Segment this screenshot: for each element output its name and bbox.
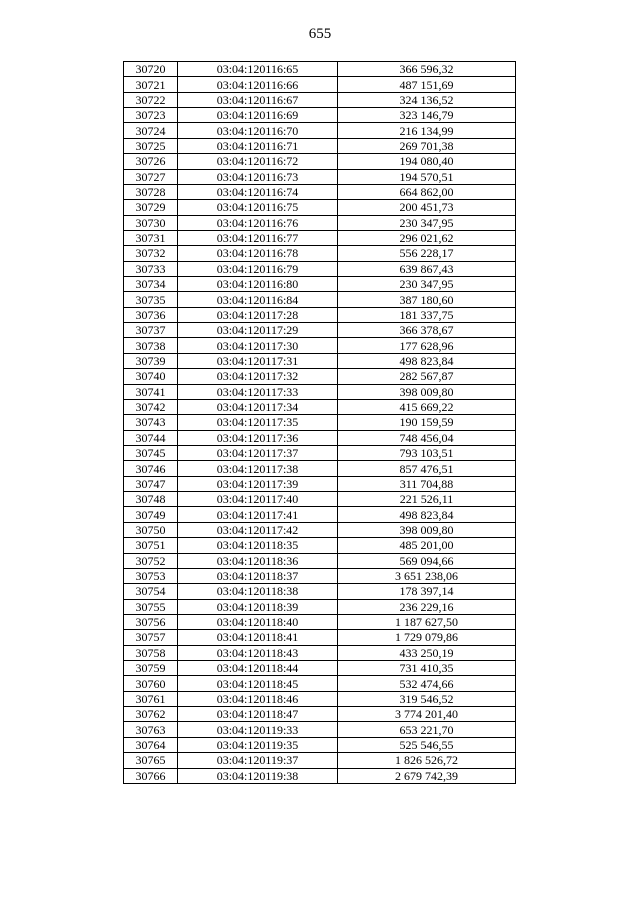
table-row: [124, 645, 516, 660]
row-number-cell: 30764: [124, 737, 178, 752]
cadastral-value-cell: 793 103,51: [338, 445, 516, 460]
row-number-cell: 30724: [124, 123, 178, 138]
cadastral-value-cell: 178 397,14: [338, 584, 516, 599]
cadastral-number-cell: 03:04:120116:65: [178, 62, 338, 77]
table-row: [124, 230, 516, 245]
cadastral-number-cell: 03:04:120118:36: [178, 553, 338, 568]
row-number-cell: 30744: [124, 430, 178, 445]
cadastral-number-cell: 03:04:120118:43: [178, 645, 338, 660]
cadastral-number-cell: 03:04:120116:76: [178, 215, 338, 230]
row-number-cell: 30753: [124, 568, 178, 583]
cadastral-number-cell: 03:04:120117:35: [178, 415, 338, 430]
table-row: [124, 415, 516, 430]
cadastral-number-cell: 03:04:120117:30: [178, 338, 338, 353]
cadastral-value-cell: 190 159,59: [338, 415, 516, 430]
cadastral-number-cell: 03:04:120117:28: [178, 307, 338, 322]
cadastral-value-cell: 748 456,04: [338, 430, 516, 445]
row-number-cell: 30746: [124, 461, 178, 476]
cadastral-value-cell: 1 729 079,86: [338, 630, 516, 645]
page-number: 655: [308, 26, 332, 42]
row-number-cell: 30725: [124, 138, 178, 153]
row-number-cell: 30728: [124, 184, 178, 199]
cadastral-number-cell: 03:04:120118:37: [178, 568, 338, 583]
table-row: [124, 476, 516, 491]
table-row: [124, 277, 516, 292]
row-number-cell: 30755: [124, 599, 178, 614]
cadastral-value-cell: 3 774 201,40: [338, 707, 516, 722]
cadastral-value-cell: 498 823,84: [338, 353, 516, 368]
row-number-cell: 30754: [124, 584, 178, 599]
table-row: [124, 492, 516, 507]
cadastral-number-cell: 03:04:120118:41: [178, 630, 338, 645]
row-number-cell: 30743: [124, 415, 178, 430]
row-number-cell: 30748: [124, 492, 178, 507]
cadastral-number-cell: 03:04:120118:35: [178, 538, 338, 553]
cadastral-number-cell: 03:04:120116:69: [178, 108, 338, 123]
table-row: [124, 384, 516, 399]
row-number-cell: 30761: [124, 691, 178, 706]
cadastral-number-cell: 03:04:120117:31: [178, 353, 338, 368]
cadastral-value-cell: 230 347,95: [338, 215, 516, 230]
table-row: [124, 522, 516, 537]
table-row: [124, 246, 516, 261]
cadastral-value-cell: 311 704,88: [338, 476, 516, 491]
table-row: [124, 369, 516, 384]
row-number-cell: 30763: [124, 722, 178, 737]
table-row: [124, 461, 516, 476]
row-number-cell: 30758: [124, 645, 178, 660]
cadastral-number-cell: 03:04:120116:71: [178, 138, 338, 153]
cadastral-value-cell: 236 229,16: [338, 599, 516, 614]
cadastral-number-cell: 03:04:120117:38: [178, 461, 338, 476]
cadastral-value-cell: 177 628,96: [338, 338, 516, 353]
table-row: [124, 292, 516, 307]
table-row: [124, 353, 516, 368]
row-number-cell: 30745: [124, 445, 178, 460]
cadastral-value-cell: 2 679 742,39: [338, 768, 516, 783]
table-row: [124, 169, 516, 184]
cadastral-number-cell: 03:04:120117:42: [178, 522, 338, 537]
row-number-cell: 30732: [124, 246, 178, 261]
table-row: [124, 77, 516, 92]
cadastral-value-cell: 200 451,73: [338, 200, 516, 215]
cadastral-value-cell: 181 337,75: [338, 307, 516, 322]
row-number-cell: 30756: [124, 614, 178, 629]
cadastral-number-cell: 03:04:120116:74: [178, 184, 338, 199]
cadastral-value-cell: 398 009,80: [338, 522, 516, 537]
row-number-cell: 30740: [124, 369, 178, 384]
table-row: [124, 200, 516, 215]
table-row: [124, 676, 516, 691]
row-number-cell: 30729: [124, 200, 178, 215]
table-row: [124, 338, 516, 353]
cadastral-value-cell: 296 021,62: [338, 230, 516, 245]
row-number-cell: 30750: [124, 522, 178, 537]
row-number-cell: 30736: [124, 307, 178, 322]
cadastral-value-cell: 366 596,32: [338, 62, 516, 77]
row-number-cell: 30721: [124, 77, 178, 92]
row-number-cell: 30727: [124, 169, 178, 184]
table-row: [124, 184, 516, 199]
row-number-cell: 30726: [124, 154, 178, 169]
table-row: [124, 507, 516, 522]
cadastral-value-cell: 415 669,22: [338, 399, 516, 414]
table-row: [124, 737, 516, 752]
cadastral-number-cell: 03:04:120116:70: [178, 123, 338, 138]
row-number-cell: 30759: [124, 661, 178, 676]
registry-table: [123, 61, 516, 784]
table-row: [124, 753, 516, 768]
row-number-cell: 30737: [124, 323, 178, 338]
cadastral-number-cell: 03:04:120119:38: [178, 768, 338, 783]
cadastral-number-cell: 03:04:120116:84: [178, 292, 338, 307]
cadastral-value-cell: 398 009,80: [338, 384, 516, 399]
cadastral-number-cell: 03:04:120117:40: [178, 492, 338, 507]
row-number-cell: 30762: [124, 707, 178, 722]
table-row: [124, 584, 516, 599]
table-row: [124, 154, 516, 169]
cadastral-value-cell: 556 228,17: [338, 246, 516, 261]
row-number-cell: 30741: [124, 384, 178, 399]
table-row: [124, 323, 516, 338]
row-number-cell: 30766: [124, 768, 178, 783]
table-row: [124, 430, 516, 445]
table-row: [124, 568, 516, 583]
table-row: [124, 630, 516, 645]
cadastral-number-cell: 03:04:120117:41: [178, 507, 338, 522]
cadastral-value-cell: 324 136,52: [338, 92, 516, 107]
cadastral-value-cell: 653 221,70: [338, 722, 516, 737]
cadastral-number-cell: 03:04:120118:46: [178, 691, 338, 706]
cadastral-value-cell: 664 862,00: [338, 184, 516, 199]
cadastral-number-cell: 03:04:120117:37: [178, 445, 338, 460]
cadastral-number-cell: 03:04:120118:47: [178, 707, 338, 722]
cadastral-number-cell: 03:04:120116:78: [178, 246, 338, 261]
table-row: [124, 445, 516, 460]
table-row: [124, 138, 516, 153]
table-row: [124, 768, 516, 783]
cadastral-value-cell: 639 867,43: [338, 261, 516, 276]
cadastral-number-cell: 03:04:120117:34: [178, 399, 338, 414]
table-row: [124, 691, 516, 706]
cadastral-value-cell: 269 701,38: [338, 138, 516, 153]
row-number-cell: 30722: [124, 92, 178, 107]
row-number-cell: 30731: [124, 230, 178, 245]
cadastral-number-cell: 03:04:120116:79: [178, 261, 338, 276]
table-row: [124, 108, 516, 123]
cadastral-value-cell: 282 567,87: [338, 369, 516, 384]
cadastral-value-cell: 216 134,99: [338, 123, 516, 138]
cadastral-number-cell: 03:04:120116:67: [178, 92, 338, 107]
table-row: [124, 553, 516, 568]
cadastral-number-cell: 03:04:120116:72: [178, 154, 338, 169]
cadastral-number-cell: 03:04:120117:39: [178, 476, 338, 491]
cadastral-number-cell: 03:04:120119:37: [178, 753, 338, 768]
table-row: [124, 707, 516, 722]
row-number-cell: 30733: [124, 261, 178, 276]
table-row: [124, 722, 516, 737]
table-row: [124, 538, 516, 553]
cadastral-value-cell: 194 570,51: [338, 169, 516, 184]
cadastral-value-cell: 433 250,19: [338, 645, 516, 660]
cadastral-number-cell: 03:04:120117:29: [178, 323, 338, 338]
cadastral-number-cell: 03:04:120118:38: [178, 584, 338, 599]
row-number-cell: 30752: [124, 553, 178, 568]
cadastral-value-cell: 1 826 526,72: [338, 753, 516, 768]
table-row: [124, 92, 516, 107]
cadastral-value-cell: 485 201,00: [338, 538, 516, 553]
table-row: [124, 599, 516, 614]
table-row: [124, 399, 516, 414]
registry-table-body: [124, 62, 516, 784]
row-number-cell: 30723: [124, 108, 178, 123]
cadastral-number-cell: 03:04:120116:73: [178, 169, 338, 184]
cadastral-value-cell: 230 347,95: [338, 277, 516, 292]
table-row: [124, 307, 516, 322]
cadastral-number-cell: 03:04:120118:45: [178, 676, 338, 691]
cadastral-value-cell: 194 080,40: [338, 154, 516, 169]
row-number-cell: 30734: [124, 277, 178, 292]
row-number-cell: 30757: [124, 630, 178, 645]
row-number-cell: 30720: [124, 62, 178, 77]
cadastral-number-cell: 03:04:120117:36: [178, 430, 338, 445]
cadastral-number-cell: 03:04:120118:40: [178, 614, 338, 629]
cadastral-number-cell: 03:04:120116:80: [178, 277, 338, 292]
table-row: [124, 123, 516, 138]
cadastral-number-cell: 03:04:120116:66: [178, 77, 338, 92]
row-number-cell: 30749: [124, 507, 178, 522]
table-row: [124, 215, 516, 230]
table-row: [124, 261, 516, 276]
cadastral-value-cell: 1 187 627,50: [338, 614, 516, 629]
row-number-cell: 30735: [124, 292, 178, 307]
cadastral-value-cell: 319 546,52: [338, 691, 516, 706]
cadastral-value-cell: 323 146,79: [338, 108, 516, 123]
table-row: [124, 62, 516, 77]
cadastral-value-cell: 532 474,66: [338, 676, 516, 691]
cadastral-value-cell: 487 151,69: [338, 77, 516, 92]
row-number-cell: 30751: [124, 538, 178, 553]
row-number-cell: 30738: [124, 338, 178, 353]
row-number-cell: 30765: [124, 753, 178, 768]
cadastral-value-cell: 387 180,60: [338, 292, 516, 307]
cadastral-value-cell: 731 410,35: [338, 661, 516, 676]
table-row: [124, 661, 516, 676]
cadastral-number-cell: 03:04:120119:33: [178, 722, 338, 737]
cadastral-number-cell: 03:04:120118:44: [178, 661, 338, 676]
cadastral-value-cell: 569 094,66: [338, 553, 516, 568]
cadastral-number-cell: 03:04:120117:32: [178, 369, 338, 384]
cadastral-number-cell: 03:04:120117:33: [178, 384, 338, 399]
cadastral-value-cell: 857 476,51: [338, 461, 516, 476]
cadastral-value-cell: 498 823,84: [338, 507, 516, 522]
cadastral-value-cell: 525 546,55: [338, 737, 516, 752]
row-number-cell: 30760: [124, 676, 178, 691]
row-number-cell: 30742: [124, 399, 178, 414]
cadastral-number-cell: 03:04:120116:77: [178, 230, 338, 245]
row-number-cell: 30739: [124, 353, 178, 368]
cadastral-value-cell: 366 378,67: [338, 323, 516, 338]
cadastral-value-cell: 221 526,11: [338, 492, 516, 507]
cadastral-number-cell: 03:04:120118:39: [178, 599, 338, 614]
cadastral-value-cell: 3 651 238,06: [338, 568, 516, 583]
row-number-cell: 30730: [124, 215, 178, 230]
table-row: [124, 614, 516, 629]
cadastral-number-cell: 03:04:120116:75: [178, 200, 338, 215]
cadastral-number-cell: 03:04:120119:35: [178, 737, 338, 752]
row-number-cell: 30747: [124, 476, 178, 491]
